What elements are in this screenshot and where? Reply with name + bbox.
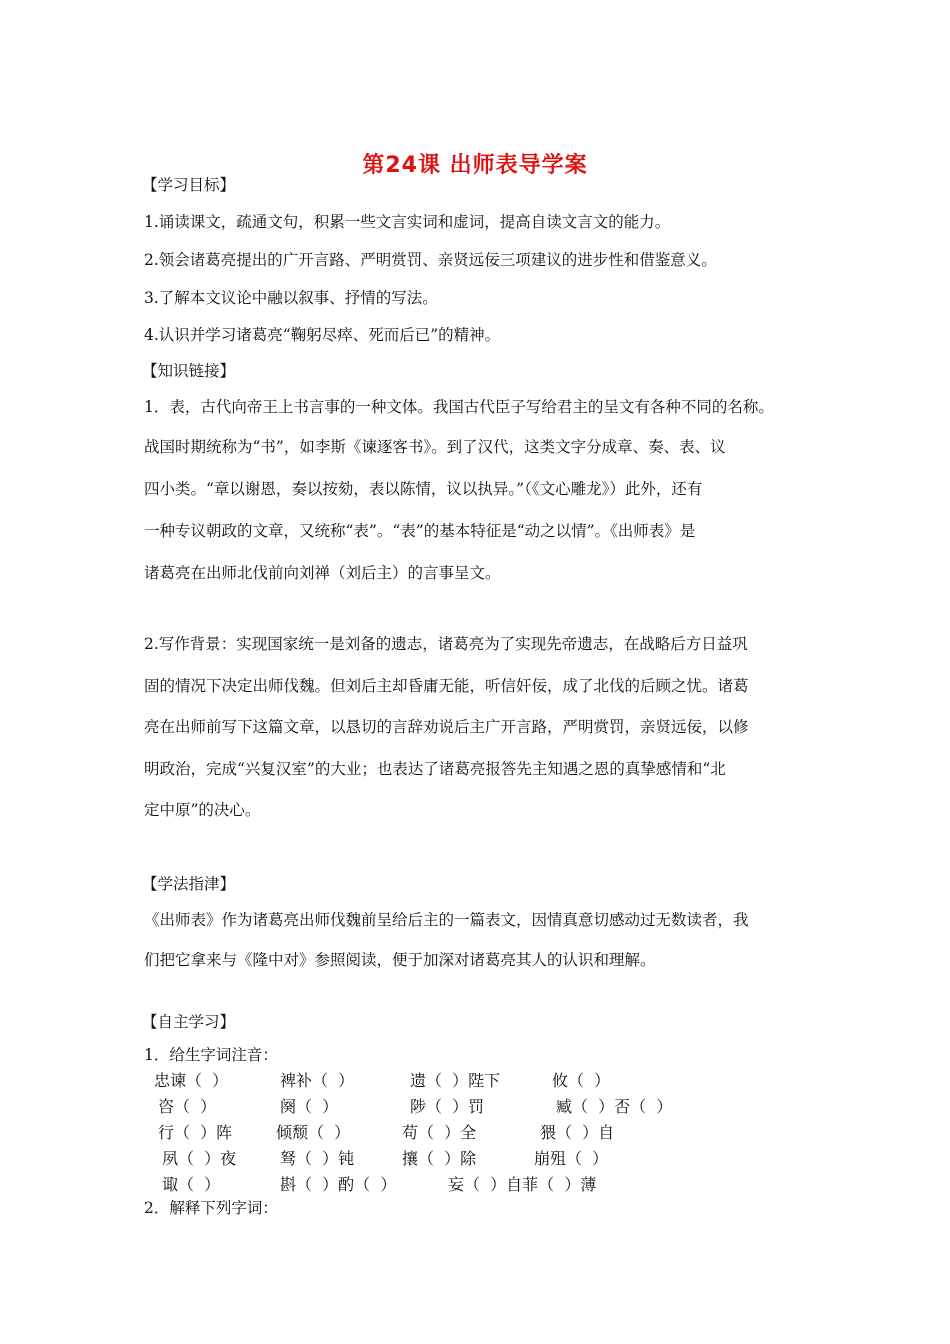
paragraph-line: 们把它拿来与《隆中对》参照阅读，便于加深对诸葛亮其人的认识和理解。 <box>144 951 656 969</box>
question-label: 2．解释下列字词： <box>144 1199 278 1217</box>
pinyin-item: 苟（ ）全 <box>402 1123 477 1142</box>
pinyin-item: 陟（ ）罚 <box>410 1097 485 1116</box>
paragraph-line: 固的情况下决定出师伐魏。但刘后主却昏庸无能，听信奸佞，成了北伐的后顾之忧。诸葛 <box>144 677 749 695</box>
pinyin-item: 崩殂（ ） <box>534 1149 609 1168</box>
paragraph-line: 定中原”的决心。 <box>144 801 261 819</box>
paragraph-line: 《出师表》作为诸葛亮出师伐魏前呈给后主的一篇表文，因情真意切感动过无数读者，我 <box>144 911 749 929</box>
pinyin-item: 攘（ ）除 <box>402 1149 477 1168</box>
section-heading-method: 【学法指津】 <box>142 875 236 893</box>
goal-item: 1.诵读课文，疏通文句，积累一些文言实词和虚词，提高自读文言文的能力。 <box>144 213 671 231</box>
paragraph-line: 2.写作背景：实现国家统一是刘备的遗志，诸葛亮为了实现先帝遗志，在战略后方日益巩 <box>144 635 748 653</box>
pinyin-item: 驽（ ）钝 <box>280 1149 355 1168</box>
pinyin-item: 遗（ ）陛下 <box>410 1071 501 1090</box>
pinyin-item: 猥（ ）自 <box>540 1123 615 1142</box>
pinyin-item: 倾颓（ ） <box>276 1123 351 1142</box>
goal-item: 4.认识并学习诸葛亮“鞠躬尽瘁、死而后已”的精神。 <box>144 326 501 344</box>
pinyin-item: 臧（ ）否（ ） <box>556 1097 673 1116</box>
pinyin-item: 妄（ ）自菲（ ）薄 <box>448 1175 597 1194</box>
pinyin-item: 阕（ ） <box>280 1097 339 1116</box>
pinyin-item: 斟（ ）酌（ ） <box>280 1175 397 1194</box>
paragraph-line: 战国时期统称为“书”，如李斯《谏逐客书》。到了汉代，这类文字分成章、奏、表、议 <box>144 438 726 456</box>
paragraph-line: 一种专议朝政的文章，又统称“表”。“表”的基本特征是“动之以情”。《出师表》是 <box>144 522 696 540</box>
pinyin-item: 裨补（ ） <box>280 1071 355 1090</box>
paragraph-line: 明政治，完成“兴复汉室”的大业；也表达了诸葛亮报答先主知遇之恩的真挚感情和“北 <box>144 760 726 778</box>
goal-item: 2.领会诸葛亮提出的广开言路、严明赏罚、亲贤远佞三项建议的进步性和借鉴意义。 <box>144 251 717 269</box>
pinyin-item: 咨（ ） <box>158 1097 217 1116</box>
section-heading-goals: 【学习目标】 <box>142 176 236 194</box>
question-label: 1．给生字词注音： <box>144 1046 278 1064</box>
paragraph-line: 诸葛亮在出师北伐前向刘禅（刘后主）的言事呈文。 <box>144 564 501 582</box>
paragraph-line: 四小类。“章以谢恩，奏以按劾，表以陈情，议以执异。”（《文心雕龙》）此外，还有 <box>144 480 703 498</box>
pinyin-item: 忠谏（ ） <box>154 1071 229 1090</box>
pinyin-item: 诹（ ） <box>162 1175 221 1194</box>
paragraph-line: 亮在出师前写下这篇文章，以恳切的言辞劝说后主广开言路，严明赏罚，亲贤远佞，以修 <box>144 718 749 736</box>
document-title: 第24课 出师表导学案 <box>362 153 588 178</box>
pinyin-item: 夙（ ）夜 <box>162 1149 237 1168</box>
section-heading-self-study: 【自主学习】 <box>142 1013 236 1031</box>
pinyin-item: 行（ ）阵 <box>158 1123 233 1142</box>
goal-item: 3.了解本文议论中融以叙事、抒情的写法。 <box>144 289 438 307</box>
paragraph-line: 1．表，古代向帝王上书言事的一种文体。我国古代臣子写给君主的呈文有各种不同的名称。 <box>144 398 774 416</box>
section-heading-knowledge: 【知识链接】 <box>142 362 236 380</box>
pinyin-item: 攸（ ） <box>552 1071 611 1090</box>
